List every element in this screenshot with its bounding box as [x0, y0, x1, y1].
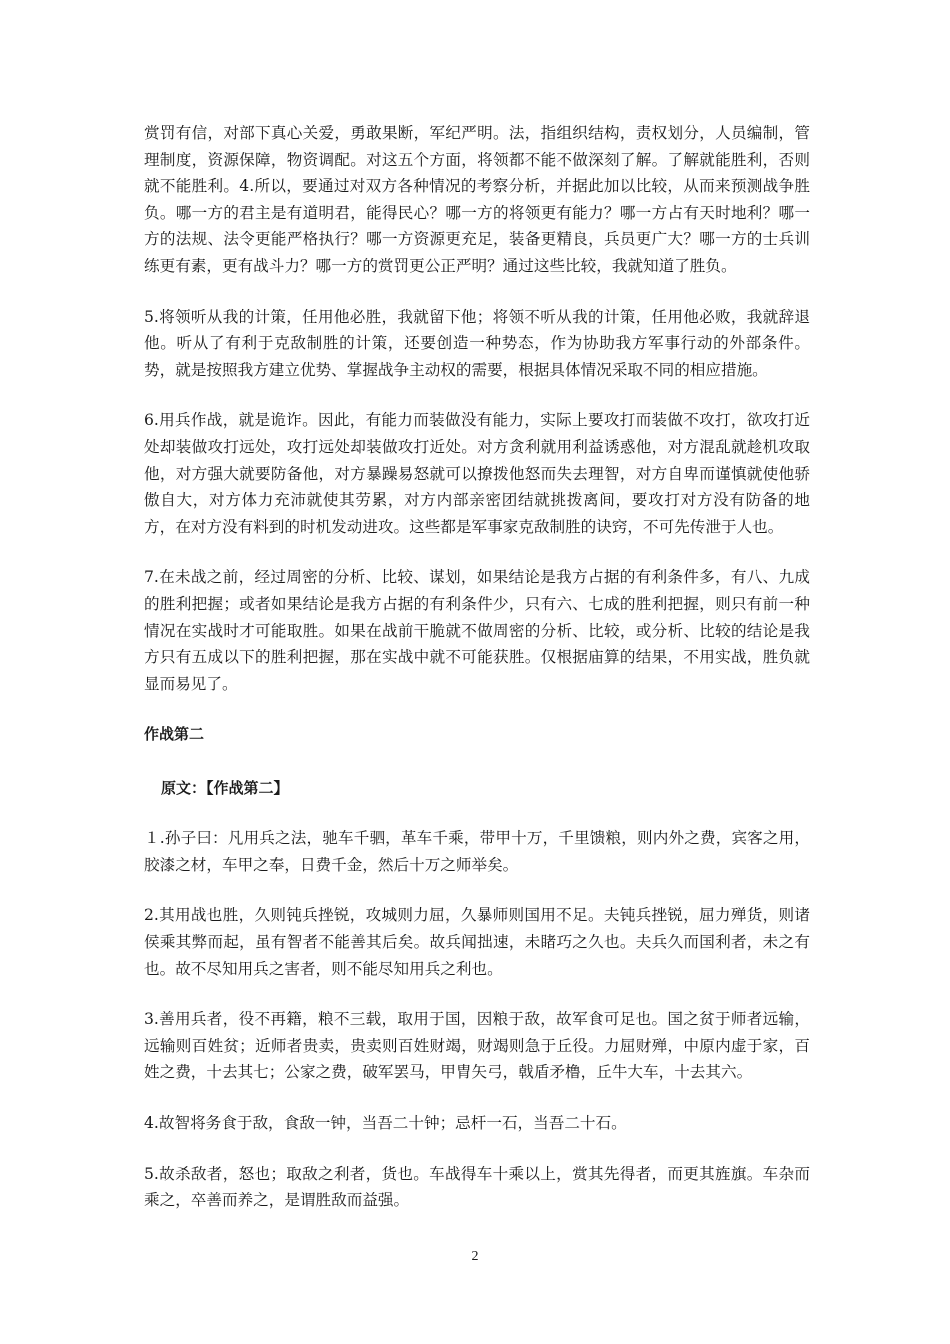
paragraph-continuation: 赏罚有信，对部下真心关爱，勇敢果断，军纪严明。法，指组织结构，责权划分，人员编制，管理制度，资源保障，物资调配。对这五个方面，将领都不能不做深刻了解。了解就能胜利，否则就不能胜利。4.所以，要通过对双方各种情况的考察分析，并据此加以比较，从而来预测战争胜负。哪一方的君主是有道明君，能得民心？哪一方的将领更有能力？哪一方占有天时地利？哪一方的法规、法令更能严格执行？哪一方资源更充足，装备更精良，兵员更广大？哪一方的士兵训练更有素，更有战斗力？哪一方的赏罚更公正严明？通过这些比较，我就知道了胜负。: [144, 124, 810, 275]
paragraph-7: 7.在未战之前，经过周密的分析、比较、谋划，如果结论是我方占据的有利条件多，有八、九成的胜利把握；或者如果结论是我方占据的有利条件少，只有六、七成的胜利把握，则只有前一种情况在实战时才可能取胜。如果在战前干脆就不做周密的分析、比较，或分析、比较的结论是我方只有五成以下的胜利把握，那在实战中就不可能获胜。仅根据庙算的结果，不用实战，胜负就显而易见了。: [144, 568, 810, 693]
page-body: [144, 120, 810, 1238]
section-heading: 作战第二: [144, 725, 205, 744]
original-paragraph-2: 2.其用战也胜，久则钝兵挫锐，攻城则力屈，久暴师则国用不足。夫钝兵挫锐，屈力殚货，则诸侯乘其弊而起，虽有智者不能善其后矣。故兵闻拙速，未睹巧之久也。夫兵久而国利者，未之有也。故不尽知用兵之害者，则不能尽知用兵之利也。: [144, 906, 810, 978]
paragraph-5: 5.将领听从我的计策，任用他必胜，我就留下他；将领不听从我的计策，任用他必败，我就辞退他。听从了有利于克敌制胜的计策，还要创造一种势态，作为协助我方军事行动的外部条件。势，就是按照我方建立优势、掌握战争主动权的需要，根据具体情况采取不同的相应措施。: [144, 307, 810, 379]
original-text-heading: 原文：【作战第二】: [161, 779, 289, 798]
page-number: 2: [471, 1249, 479, 1264]
paragraph-6: 6.用兵作战，就是诡诈。因此，有能力而装做没有能力，实际上要攻打而装做不攻打，欲攻打近处却装做攻打远处，攻打远处却装做攻打近处。对方贪利就用利益诱惑他，对方混乱就趁机攻取他，对方强大就要防备他，对方暴躁易怒就可以撩拨他怒而失去理智，对方自卑而谨慎就使他骄傲自大，对方体力充沛就使其劳累，对方内部亲密团结就挑拨离间，要攻打对方没有防备的地方，在对方没有料到的时机发动进攻。这些都是军事家克敌制胜的诀窍，不可先传泄于人也。: [144, 411, 810, 536]
original-paragraph-3: 3.善用兵者，役不再籍，粮不三载，取用于国，因粮于敌，故军食可足也。国之贫于师者远输，远输则百姓贫；近师者贵卖，贵卖则百姓财竭，财竭则急于丘役。力屈财殚，中原内虚于家，百姓之费，十去其七；公家之费，破军罢马，甲胄矢弓，戟盾矛橹，丘牛大车，十去其六。: [144, 1010, 810, 1082]
original-paragraph-5: 5.故杀敌者，怒也；取敌之利者，货也。车战得车十乘以上，赏其先得者，而更其旌旗。车杂而乘之，卒善而养之，是谓胜敌而益强。: [144, 1164, 810, 1210]
original-paragraph-1: １.孙子曰：凡用兵之法，驰车千驷，革车千乘，带甲十万，千里馈粮，则内外之费，宾客之用，胶漆之材，车甲之奉，日费千金，然后十万之师举矣。: [144, 829, 810, 874]
original-paragraph-4: 4.故智将务食于敌，食敌一钟，当吾二十钟；忌杆一石，当吾二十石。: [144, 1114, 627, 1133]
